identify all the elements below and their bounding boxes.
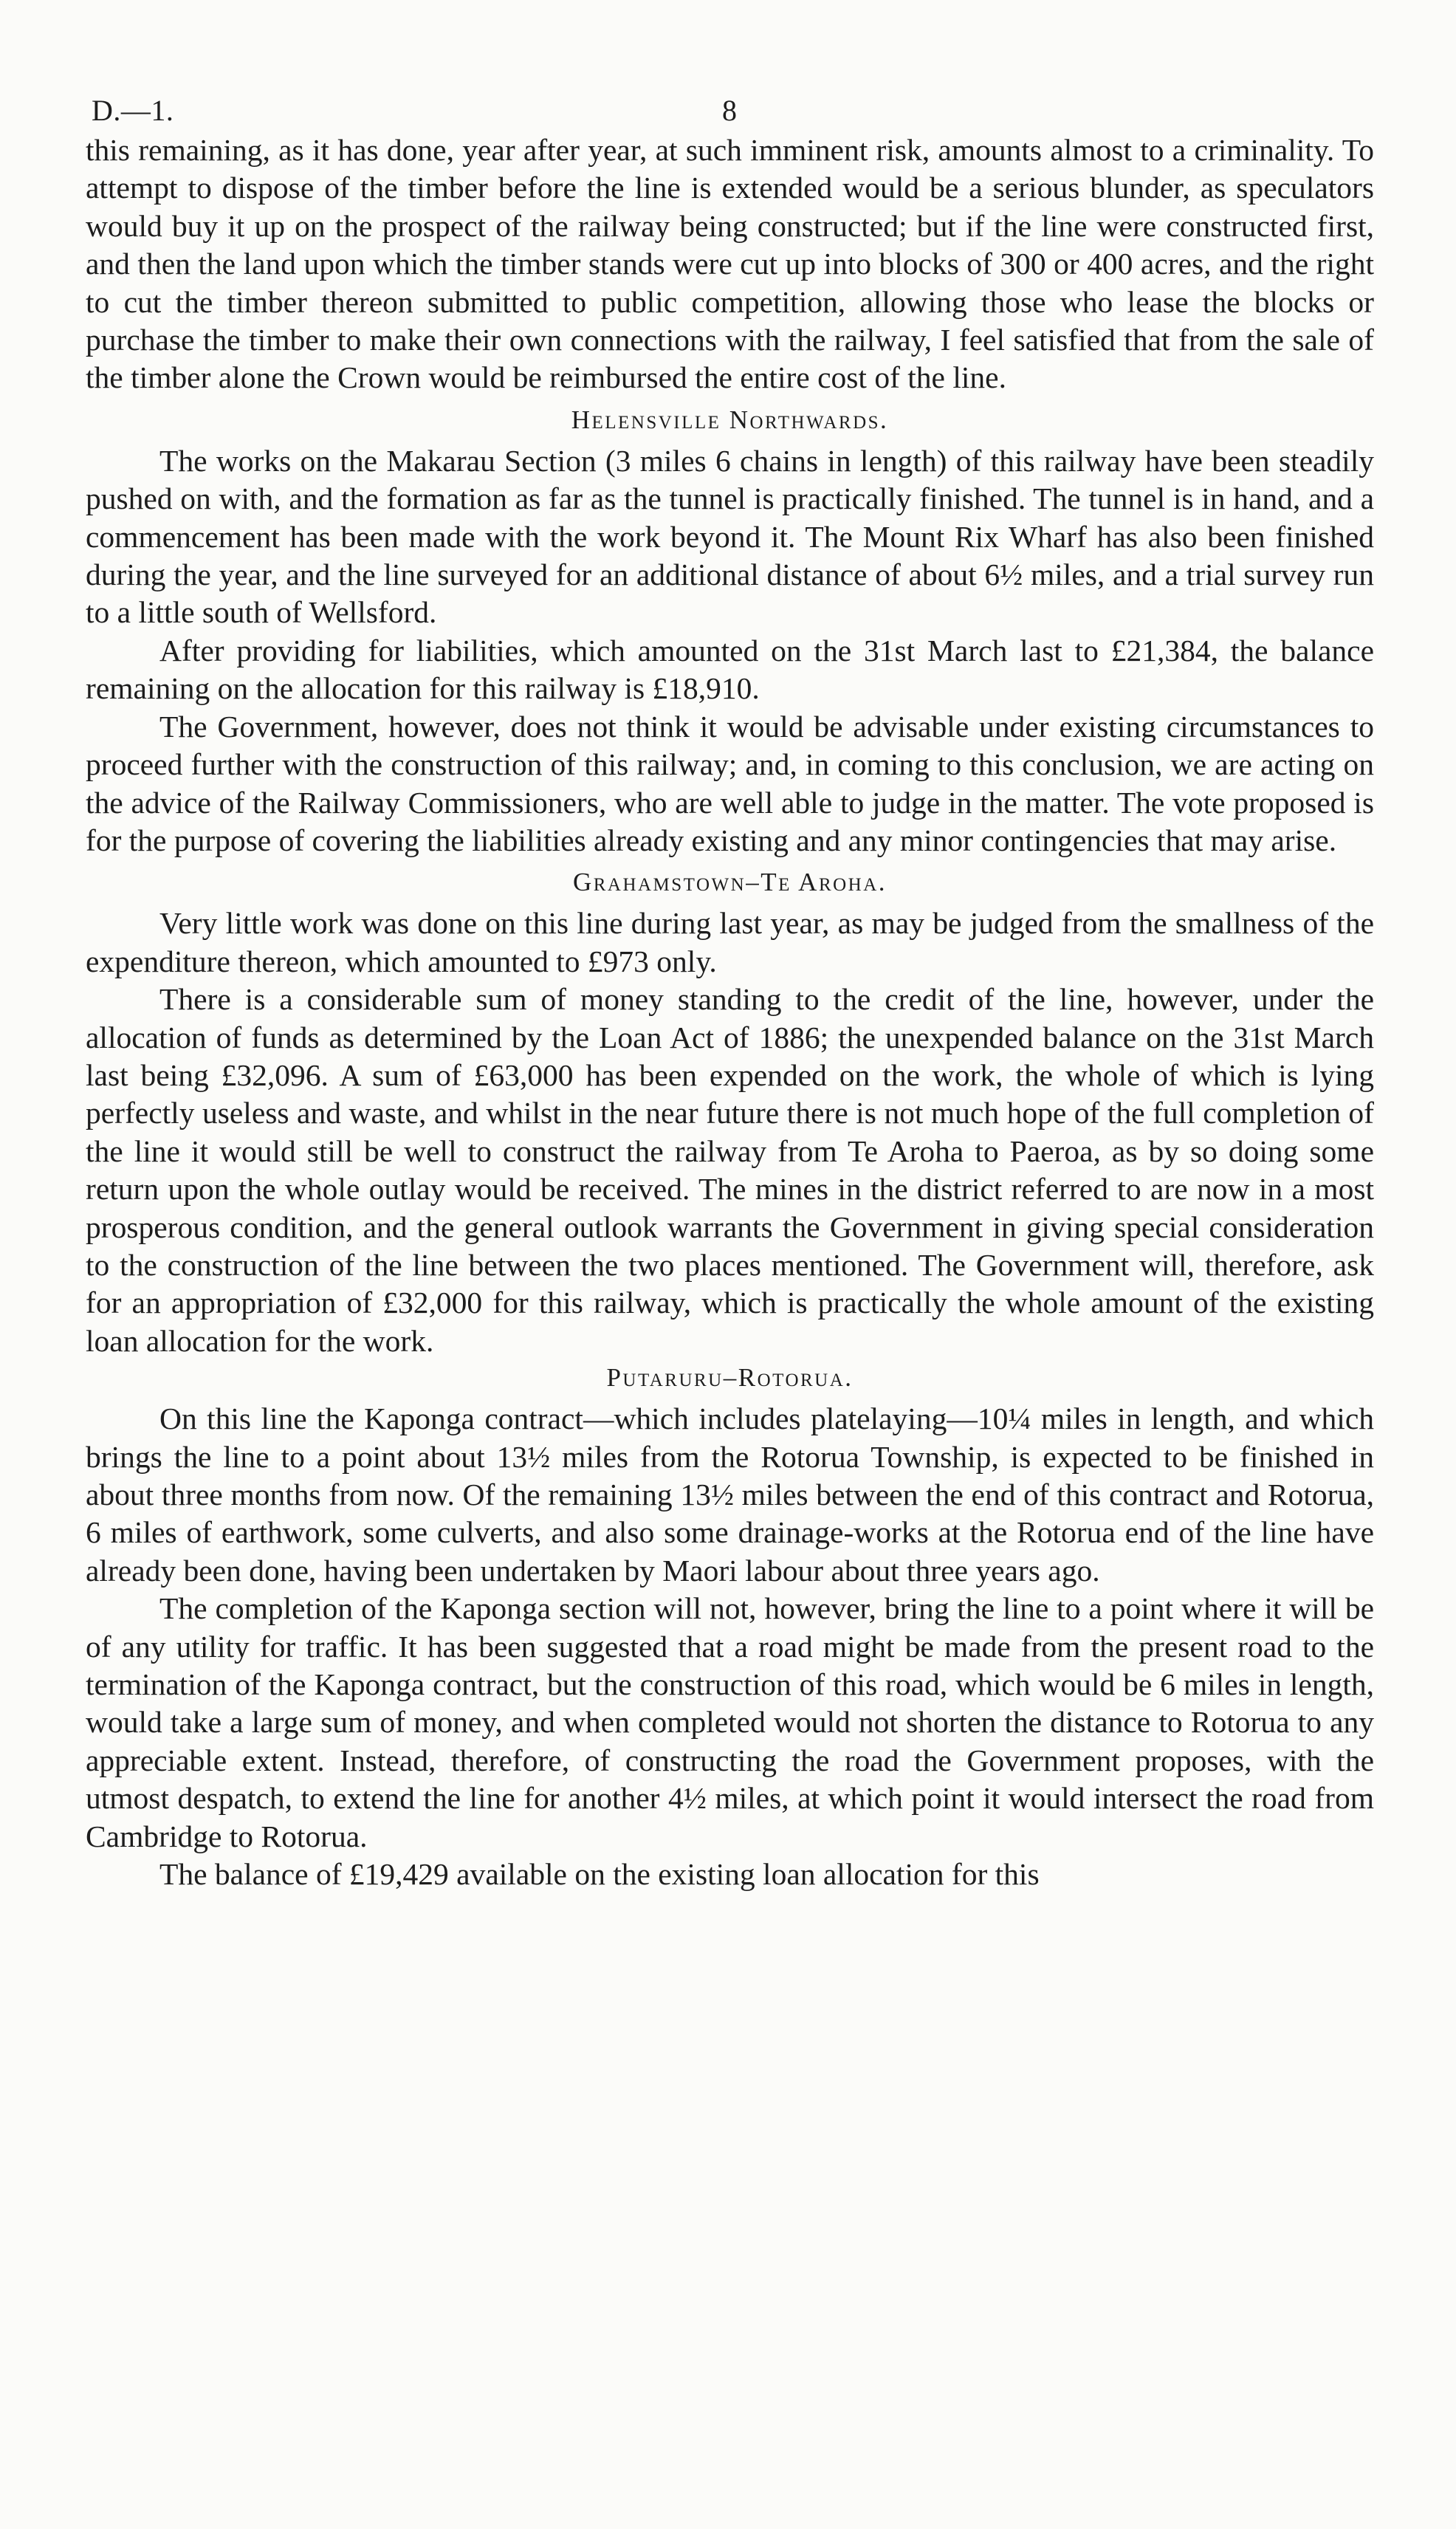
section-heading-helensville-northwards: Helensville Northwards.: [571, 405, 889, 434]
page-number: 8: [722, 94, 737, 127]
paragraph-truncated: The balance of £19,429 available on the existing loan allocation for this: [159, 1857, 1040, 1892]
paragraph: On this line the Kaponga contract—which includes platelaying—10¼ miles in length, and which brings the line to a point about 13½ miles from the Rotorua Township, is expected to be finished in about three months from now. Of the remaining 13½ miles between the end of this contract and Rotorua, 6 miles of earthwork, some culverts, and also some drainage-works at the Rotorua end of the line have already been done, having been undertaken by Maori labour about three years ago.: [86, 1401, 1374, 1588]
document-page: [86, 87, 1374, 1893]
paragraph-continued: this remaining, as it has done, year after year, at such imminent risk, amounts almost to a criminality. To attempt to dispose of the timber before the line is extended would be a serious blunder, as speculators would buy it up on the prospect of the railway being constructed; but if the line were constructed first, and then the land upon which the timber stands were cut up into blocks of 300 or 400 acres, and the right to cut the timber thereon submitted to public competition, allowing those who lease the blocks or purchase the timber to make their own connections with the railway, I feel satisfied that from the sale of the timber alone the Crown would be reimbursed the entire cost of the line.: [86, 133, 1374, 395]
paragraph: The completion of the Kaponga section will not, however, bring the line to a point where it will be of any utility for traffic. It has been suggested that a road might be made from the present road to the termination of the Kaponga contract, but the construction of this road, which would be 6 miles in length, would take a large sum of money, and when completed would not shorten the distance to Rotorua to any appreciable extent. Instead, therefore, of constructing the road the Government proposes, with the utmost despatch, to extend the line for another 4½ miles, at which point it would intersect the road from Cambridge to Rotorua.: [86, 1591, 1374, 1853]
document-reference: D.—1.: [92, 94, 174, 127]
paragraph: Very little work was done on this line during last year, as may be judged from the smallness of the expenditure thereon, which amounted to £973 only.: [86, 906, 1374, 978]
running-header: [86, 87, 1374, 131]
paragraph: After providing for liabilities, which amounted on the 31st March last to £21,384, the balance remaining on the allocation for this railway is £18,910.: [86, 633, 1374, 706]
body-text: [86, 131, 1374, 1893]
paragraph: There is a considerable sum of money standing to the credit of the line, however, under the allocation of funds as determined by the Loan Act of 1886; the unexpended balance on the 31st March last being £32,096. A sum of £63,000 has been expended on the work, the whole of which is lying perfectly useless and waste, and whilst in the near future there is not much hope of the full completion of the line it would still be well to construct the railway from Te Aroha to Paeroa, as by so doing some return upon the whole outlay would be received. The mines in the district referred to are now in a most prosperous condition, and the general outlook warrants the Government in giving special consideration to the construction of the line between the two places mentioned. The Government will, therefore, ask for an appropriation of £32,000 for this railway, which is practically the whole amount of the existing loan allocation for the work.: [86, 982, 1374, 1358]
paragraph: The Government, however, does not think it would be advisable under existing circumstances to proceed further with the construction of this railway; and, in coming to this conclusion, we are acting on the advice of the Railway Commissioners, who are well able to judge in the matter. The vote proposed is for the purpose of covering the liabilities already existing and any minor contingencies that may arise.: [86, 709, 1374, 857]
section-heading-grahamstown-te-aroha: Grahamstown–Te Aroha.: [572, 868, 887, 897]
section-heading-putaruru-rotorua: Putaruru–Rotorua.: [606, 1363, 854, 1393]
paragraph: The works on the Makarau Section (3 miles 6 chains in length) of this railway have been steadily pushed on with, and the formation as far as the tunnel is practically finished. The tunnel is in hand, and a commencement has been made with the work beyond it. The Mount Rix Wharf has also been finished during the year, and the line surveyed for an additional distance of about 6½ miles, and a trial survey run to a little south of Wellsford.: [86, 443, 1374, 630]
